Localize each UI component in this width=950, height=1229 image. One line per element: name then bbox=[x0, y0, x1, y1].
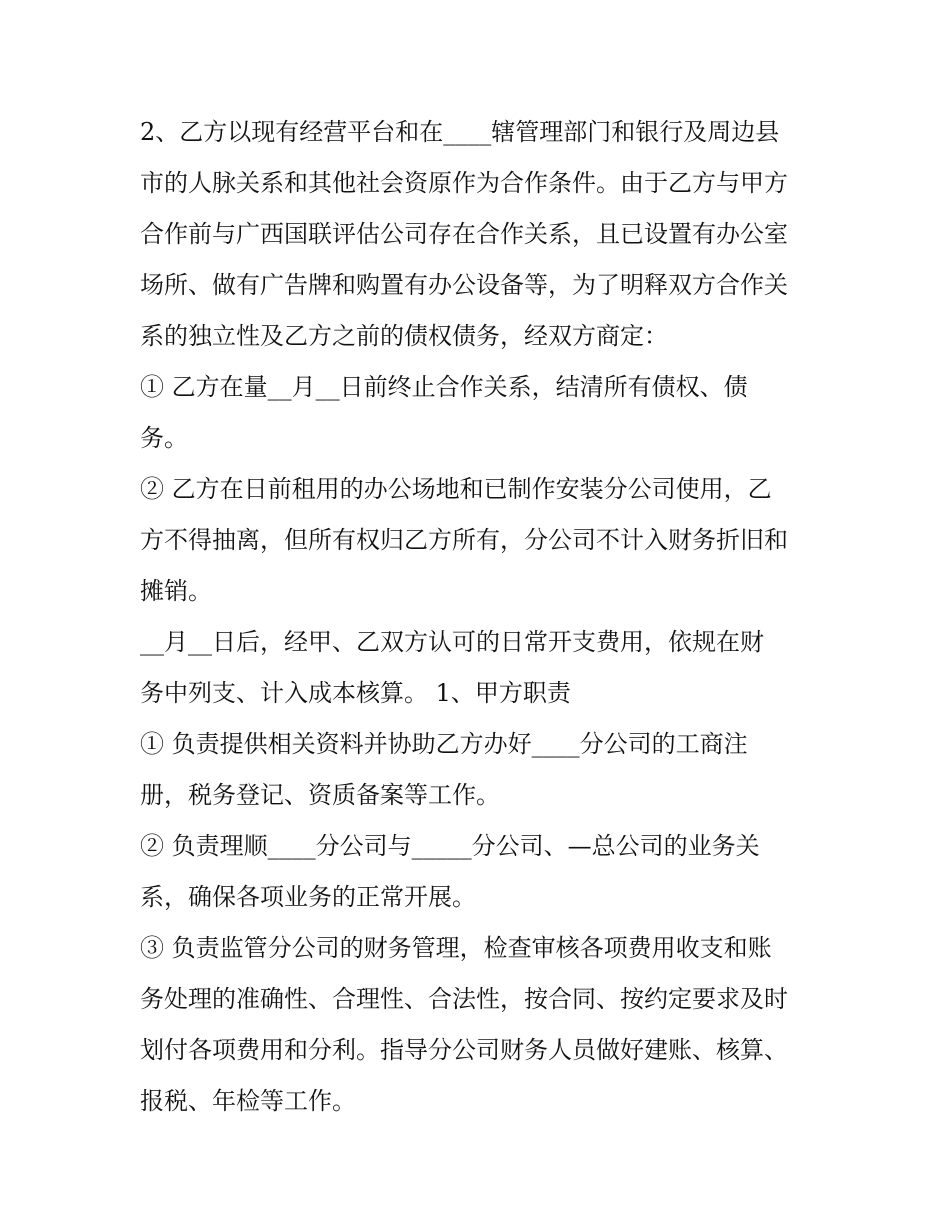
text-line: 务处理的准确性、合理性、合法性，按合同、按约定要求及时 bbox=[140, 985, 788, 1013]
text-line: 报税、年检等工作。 bbox=[140, 1087, 356, 1115]
document-body bbox=[140, 107, 820, 1127]
text-line: 方不得抽离，但所有权归乙方所有，分公司不计入财务折旧和 bbox=[140, 526, 788, 554]
text-line: ① 乙方在量__月__日前终止合作关系，结清所有债权、债 bbox=[140, 373, 748, 401]
text-line: 务。 bbox=[140, 424, 188, 452]
text-line: ② 乙方在日前租用的办公场地和已制作安装分公司使用，乙 bbox=[140, 475, 772, 503]
text-line: 务中列支、计入成本核算。 1、甲方职责 bbox=[140, 679, 571, 707]
text-line: 系的独立性及乙方之前的债权债务，经双方商定： bbox=[140, 322, 668, 350]
text-line: 场所、做有广告牌和购置有办公设备等，为了明释双方合作关 bbox=[140, 271, 788, 299]
text-line: 摊销。 bbox=[140, 577, 212, 605]
text-line: ② 负责理顺____分公司与_____分公司、—总公司的业务关 bbox=[140, 832, 760, 860]
text-line: 市的人脉关系和其他社会资原作为合作条件。由于乙方与甲方 bbox=[140, 169, 788, 197]
text-line: 合作前与广西国联评估公司存在合作关系，且已设置有办公室 bbox=[140, 220, 788, 248]
text-line: 系，确保各项业务的正常开展。 bbox=[140, 883, 476, 911]
text-line: 划付各项费用和分利。指导分公司财务人员做好建账、核算、 bbox=[140, 1036, 788, 1064]
text-line: 册，税务登记、资质备案等工作。 bbox=[140, 781, 500, 809]
text-line: ③ 负责监管分公司的财务管理，检查审核各项费用收支和账 bbox=[140, 934, 772, 962]
text-line: 2、乙方以现有经营平台和在____辖管理部门和银行及周边县 bbox=[140, 118, 780, 146]
text-line: __月__日后，经甲、乙双方认可的日常开支费用，依规在财 bbox=[140, 628, 764, 656]
text-line: ① 负责提供相关资料并协助乙方办好____分公司的工商注 bbox=[140, 730, 748, 758]
